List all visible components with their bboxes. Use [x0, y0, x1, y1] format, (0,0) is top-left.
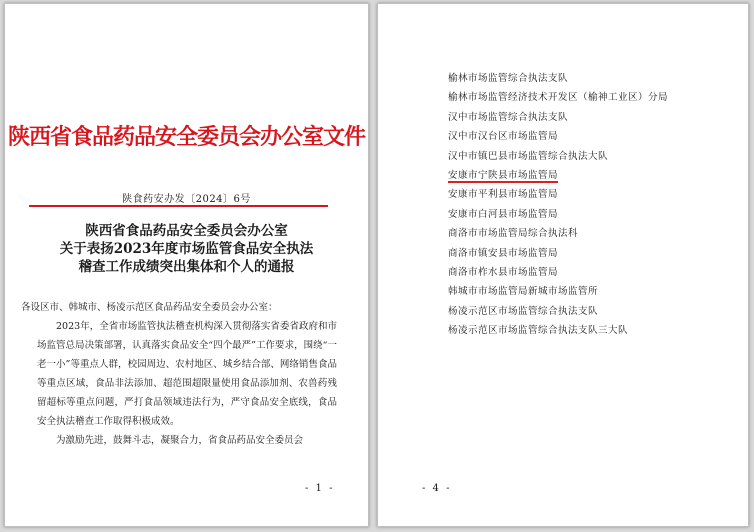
list-item: 商洛市柞水县市场监管局 [448, 266, 559, 278]
list-item: 汉中市镇巴县市场监管综合执法大队 [448, 150, 609, 162]
list-item-highlighted: 安康市宁陕县市场监管局 [448, 169, 559, 181]
paragraph: 为激励先进，鼓舞斗志，凝聚合力，省食品药品安全委员会 [56, 435, 304, 446]
list-item: 商洛市镇安县市场监管局 [448, 247, 559, 259]
page-number: - 1 - [305, 483, 335, 494]
page-number: - 4 - [422, 483, 452, 494]
salutation: 各设区市、韩城市、杨凌示范区食品药品安全委员会办公室： [21, 302, 278, 313]
list-item: 商洛市市场监管局综合执法科 [448, 228, 579, 240]
paragraph: 2023年，全省市场监管执法稽查机构深入贯彻落实省委省政府和市场监管总局决策部署，认真落实食品安全“四个最严”工作要求，围绕“一老一小”等重点人群，校园周边、农村地区、城乡结合部、网络销售食品等重点区域，食品非法添加、超范围超限量使用食品添加剂、农兽药残留超标等重点问题，严打食品领域违法行为，严守食品安全底线，食品安全执法稽查工作取得积极成效。 [37, 321, 337, 427]
document-page-4 [377, 3, 749, 527]
list-item: 安康市平利县市场监管局 [448, 189, 559, 201]
red-header-title: 陕西省食品药品安全委员会办公室文件 [7, 125, 365, 150]
unit-list [448, 69, 668, 340]
headline-line: 稽查工作成绩突出集体和个人的通报 [78, 259, 295, 275]
headline-line: 陕西省食品药品安全委员会办公室 [85, 223, 288, 239]
list-item: 杨凌示范区市场监管综合执法支队 [448, 305, 599, 317]
list-item: 榆林市场监管经济技术开发区（榆神工业区）分局 [448, 92, 669, 104]
notice-headline [5, 222, 368, 276]
list-item: 杨凌示范区市场监管综合执法支队三大队 [448, 325, 629, 337]
document-number: 陕食药安办发〔2024〕6号 [122, 194, 251, 205]
list-item: 汉中市场监管综合执法支队 [448, 111, 569, 123]
list-item: 榆林市场监管综合执法支队 [448, 73, 569, 84]
list-item: 汉中市汉台区市场监管局 [448, 131, 559, 143]
red-divider-line [29, 205, 328, 207]
list-item: 安康市白河县市场监管局 [448, 208, 559, 220]
document-page-1 [4, 3, 369, 527]
body-text [21, 298, 337, 450]
headline-line: 关于表扬2023年度市场监管食品安全执法 [59, 241, 314, 257]
list-item: 韩城市市场监管局新城市场监管所 [448, 286, 599, 298]
